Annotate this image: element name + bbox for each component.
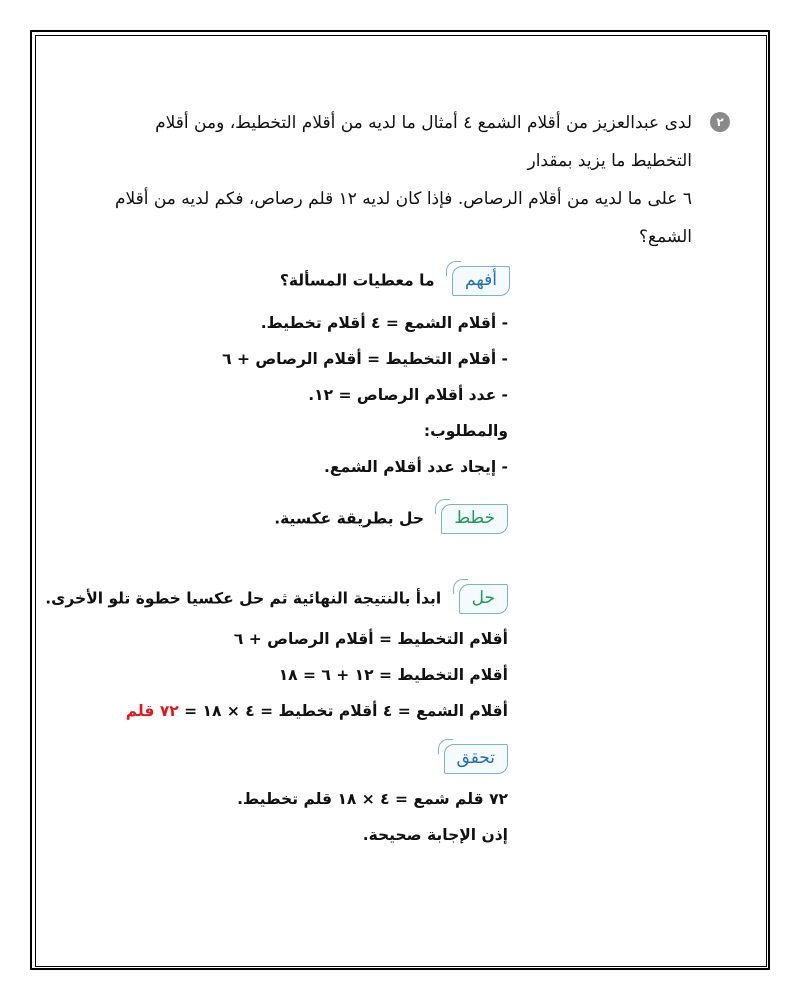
solve-heading bbox=[45, 584, 508, 614]
check-line-2: إذن الإجابة صحيحة. bbox=[362, 826, 508, 844]
check-line-1: ٧٢ قلم شمع = ٤ × ١٨ قلم تخطيط. bbox=[237, 790, 508, 808]
solve-tag: حل bbox=[459, 584, 508, 614]
solve-step-3-expression: أقلام الشمع = ٤ أقلام تخطيط = ٤ × ١٨ = bbox=[178, 702, 508, 720]
worksheet-content bbox=[45, 0, 730, 1000]
check-tag: تحقق bbox=[444, 744, 508, 774]
problem-text bbox=[102, 104, 692, 256]
solve-answer: ٧٢ قلم bbox=[125, 702, 179, 720]
check-heading bbox=[432, 744, 508, 774]
understand-tag: أفهم bbox=[452, 266, 510, 296]
problem-text-line-2: ٦ على ما لديه من أقلام الرصاص. فإذا كان لديه ١٢ قلم رصاص، فكم لديه من أقلام الشمع؟ bbox=[114, 189, 692, 247]
plan-heading bbox=[274, 504, 508, 534]
solve-step-1: أقلام التخطيط = أقلام الرصاص + ٦ bbox=[233, 630, 508, 648]
plan-text: حل بطريقة عكسية. bbox=[274, 509, 424, 528]
solve-text: ابدأ بالنتيجة النهائية ثم حل عكسيا خطوة تلو الأخرى. bbox=[45, 589, 442, 608]
given-line-3: - عدد أقلام الرصاص = ١٢. bbox=[308, 386, 508, 404]
required-label: والمطلوب: bbox=[423, 422, 508, 440]
required-line: - إيجاد عدد أقلام الشمع. bbox=[324, 458, 508, 476]
problem-number-badge: ٢ bbox=[710, 112, 730, 132]
solve-step-2: أقلام التخطيط = ١٢ + ٦ = ١٨ bbox=[278, 666, 508, 684]
understand-title: ما معطيات المسألة؟ bbox=[279, 271, 435, 290]
given-line-2: - أقلام التخطيط = أقلام الرصاص + ٦ bbox=[222, 350, 508, 368]
problem-text-line-1: لدى عبدالعزيز من أقلام الشمع ٤ أمثال ما لديه من أقلام التخطيط، ومن أقلام التخطيط ما يزيد بمقدار bbox=[155, 113, 692, 171]
given-line-1: - أقلام الشمع = ٤ أقلام تخطيط. bbox=[260, 314, 508, 332]
plan-tag: خطط bbox=[441, 504, 508, 534]
solve-step-3 bbox=[126, 702, 508, 720]
understand-heading bbox=[280, 266, 510, 296]
